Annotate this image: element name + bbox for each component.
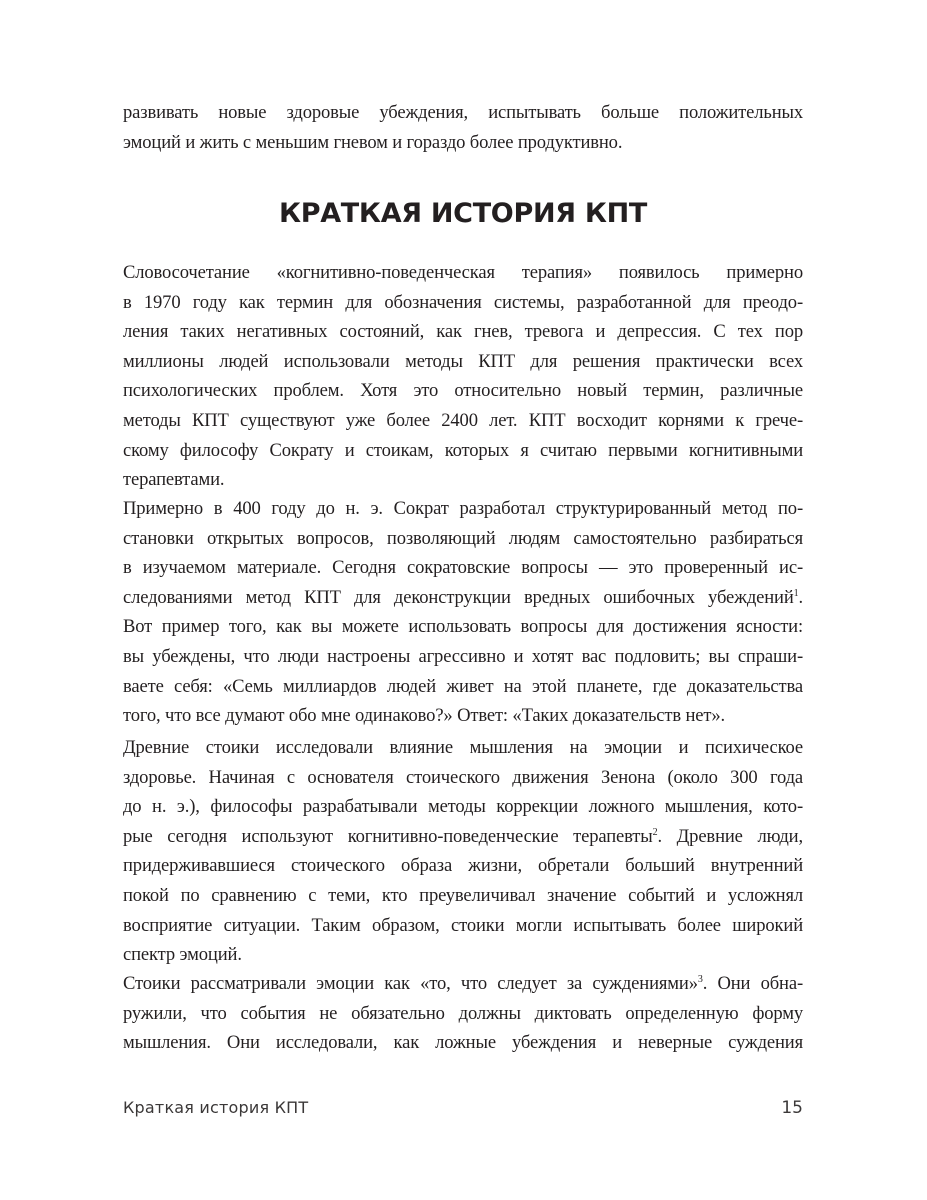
text-fragment: рые сегодня используют когнитивно-поведенческие терапевты xyxy=(123,825,653,847)
text-line: эмоций и жить с меньшим гневом и гораздо более продуктивно. xyxy=(123,131,623,153)
text-fragment: . Древние люди, xyxy=(657,825,803,847)
text-line-with-footnote xyxy=(123,822,803,852)
text-line: до н. э.), философы разрабатывали методы коррекции ложного мышления, кото- xyxy=(123,796,803,818)
footnote-marker-3[interactable]: 3 xyxy=(697,973,703,985)
text-line: методы КПТ существуют уже более 2400 лет. КПТ восходит корнями к грече- xyxy=(123,409,803,431)
running-title: Краткая история КПТ xyxy=(123,1098,309,1117)
text-fragment: следованиями метод КПТ для деконструкции вредных ошибочных убеждений xyxy=(123,586,794,608)
text-line: в изучаемом материале. Сегодня сократовские вопросы — это проверенный ис- xyxy=(123,557,803,579)
text-line: придерживавшиеся стоического образа жизни, обретали больший внутренний xyxy=(123,855,803,877)
text-line: мышления. Они исследовали, как ложные убеждения и неверные суждения xyxy=(123,1032,803,1054)
text-line: вы убеждены, что люди настроены агрессивно и хотят вас подловить; вы спраши- xyxy=(123,645,803,667)
text-line: развивать новые здоровые убеждения, испытывать больше положительных xyxy=(123,102,803,123)
text-line: терапевтами. xyxy=(123,469,225,491)
text-line: Вот пример того, как вы можете использовать вопросы для достижения ясности: xyxy=(123,616,803,638)
text-line: в 1970 году как термин для обозначения системы, разработанной для преодо- xyxy=(123,291,803,313)
text-line: Словосочетание «когнитивно-поведенческая терапия» появилось примерно xyxy=(123,262,803,283)
paragraph-stoic-emotions xyxy=(123,969,803,1058)
text-line: спектр эмоций. xyxy=(123,944,242,966)
text-line: ления таких негативных состояний, как гнев, тревога и депрессия. С тех пор xyxy=(123,321,803,343)
paragraph-socrates xyxy=(123,494,803,731)
paragraph-stoics xyxy=(123,733,803,970)
intro-paragraph xyxy=(123,98,803,157)
text-line: скому философу Сократу и стоикам, которых я считаю первыми когнитивными xyxy=(123,439,803,461)
text-line: Примерно в 400 году до н. э. Сократ разработал структурированный метод по- xyxy=(123,498,803,519)
text-fragment: Стоики рассматривали эмоции как «то, что следует за суждениями» xyxy=(123,973,698,994)
paragraph-history-term xyxy=(123,258,803,495)
text-line: того, что все думают обо мне одинаково?» Ответ: «Таких доказательств нет». xyxy=(123,705,726,727)
text-fragment: . xyxy=(798,586,803,608)
text-line: психологических проблем. Хотя это относительно новый термин, различные xyxy=(123,380,803,402)
section-heading: КРАТКАЯ ИСТОРИЯ КПТ xyxy=(278,198,648,229)
text-line: здоровье. Начиная с основателя стоического движения Зенона (около 300 года xyxy=(123,766,803,788)
text-line: ваете себя: «Семь миллиардов людей живет на этой планете, где доказательства xyxy=(123,675,803,697)
text-line: восприятие ситуации. Таким образом, стоики могли испытывать более широкий xyxy=(123,914,803,936)
text-fragment: . Они обна- xyxy=(702,973,803,994)
footnote-marker-2[interactable]: 2 xyxy=(652,826,658,838)
text-line: становки открытых вопросов, позволяющий людям самостоятельно разбираться xyxy=(123,527,803,549)
text-line: покой по сравнению с теми, кто преувеличивал значение событий и усложнял xyxy=(123,884,803,906)
page-number: 15 xyxy=(781,1098,803,1118)
text-line: ружили, что события не обязательно должны диктовать определенную форму xyxy=(123,1002,803,1024)
text-line: миллионы людей использовали методы КПТ для решения практически всех xyxy=(123,350,803,372)
text-line: Древние стоики исследовали влияние мышления на эмоции и психическое xyxy=(123,737,803,758)
text-line-with-footnote xyxy=(123,969,803,999)
text-line-with-footnote xyxy=(123,583,803,613)
footnote-marker-1[interactable]: 1 xyxy=(793,587,799,599)
